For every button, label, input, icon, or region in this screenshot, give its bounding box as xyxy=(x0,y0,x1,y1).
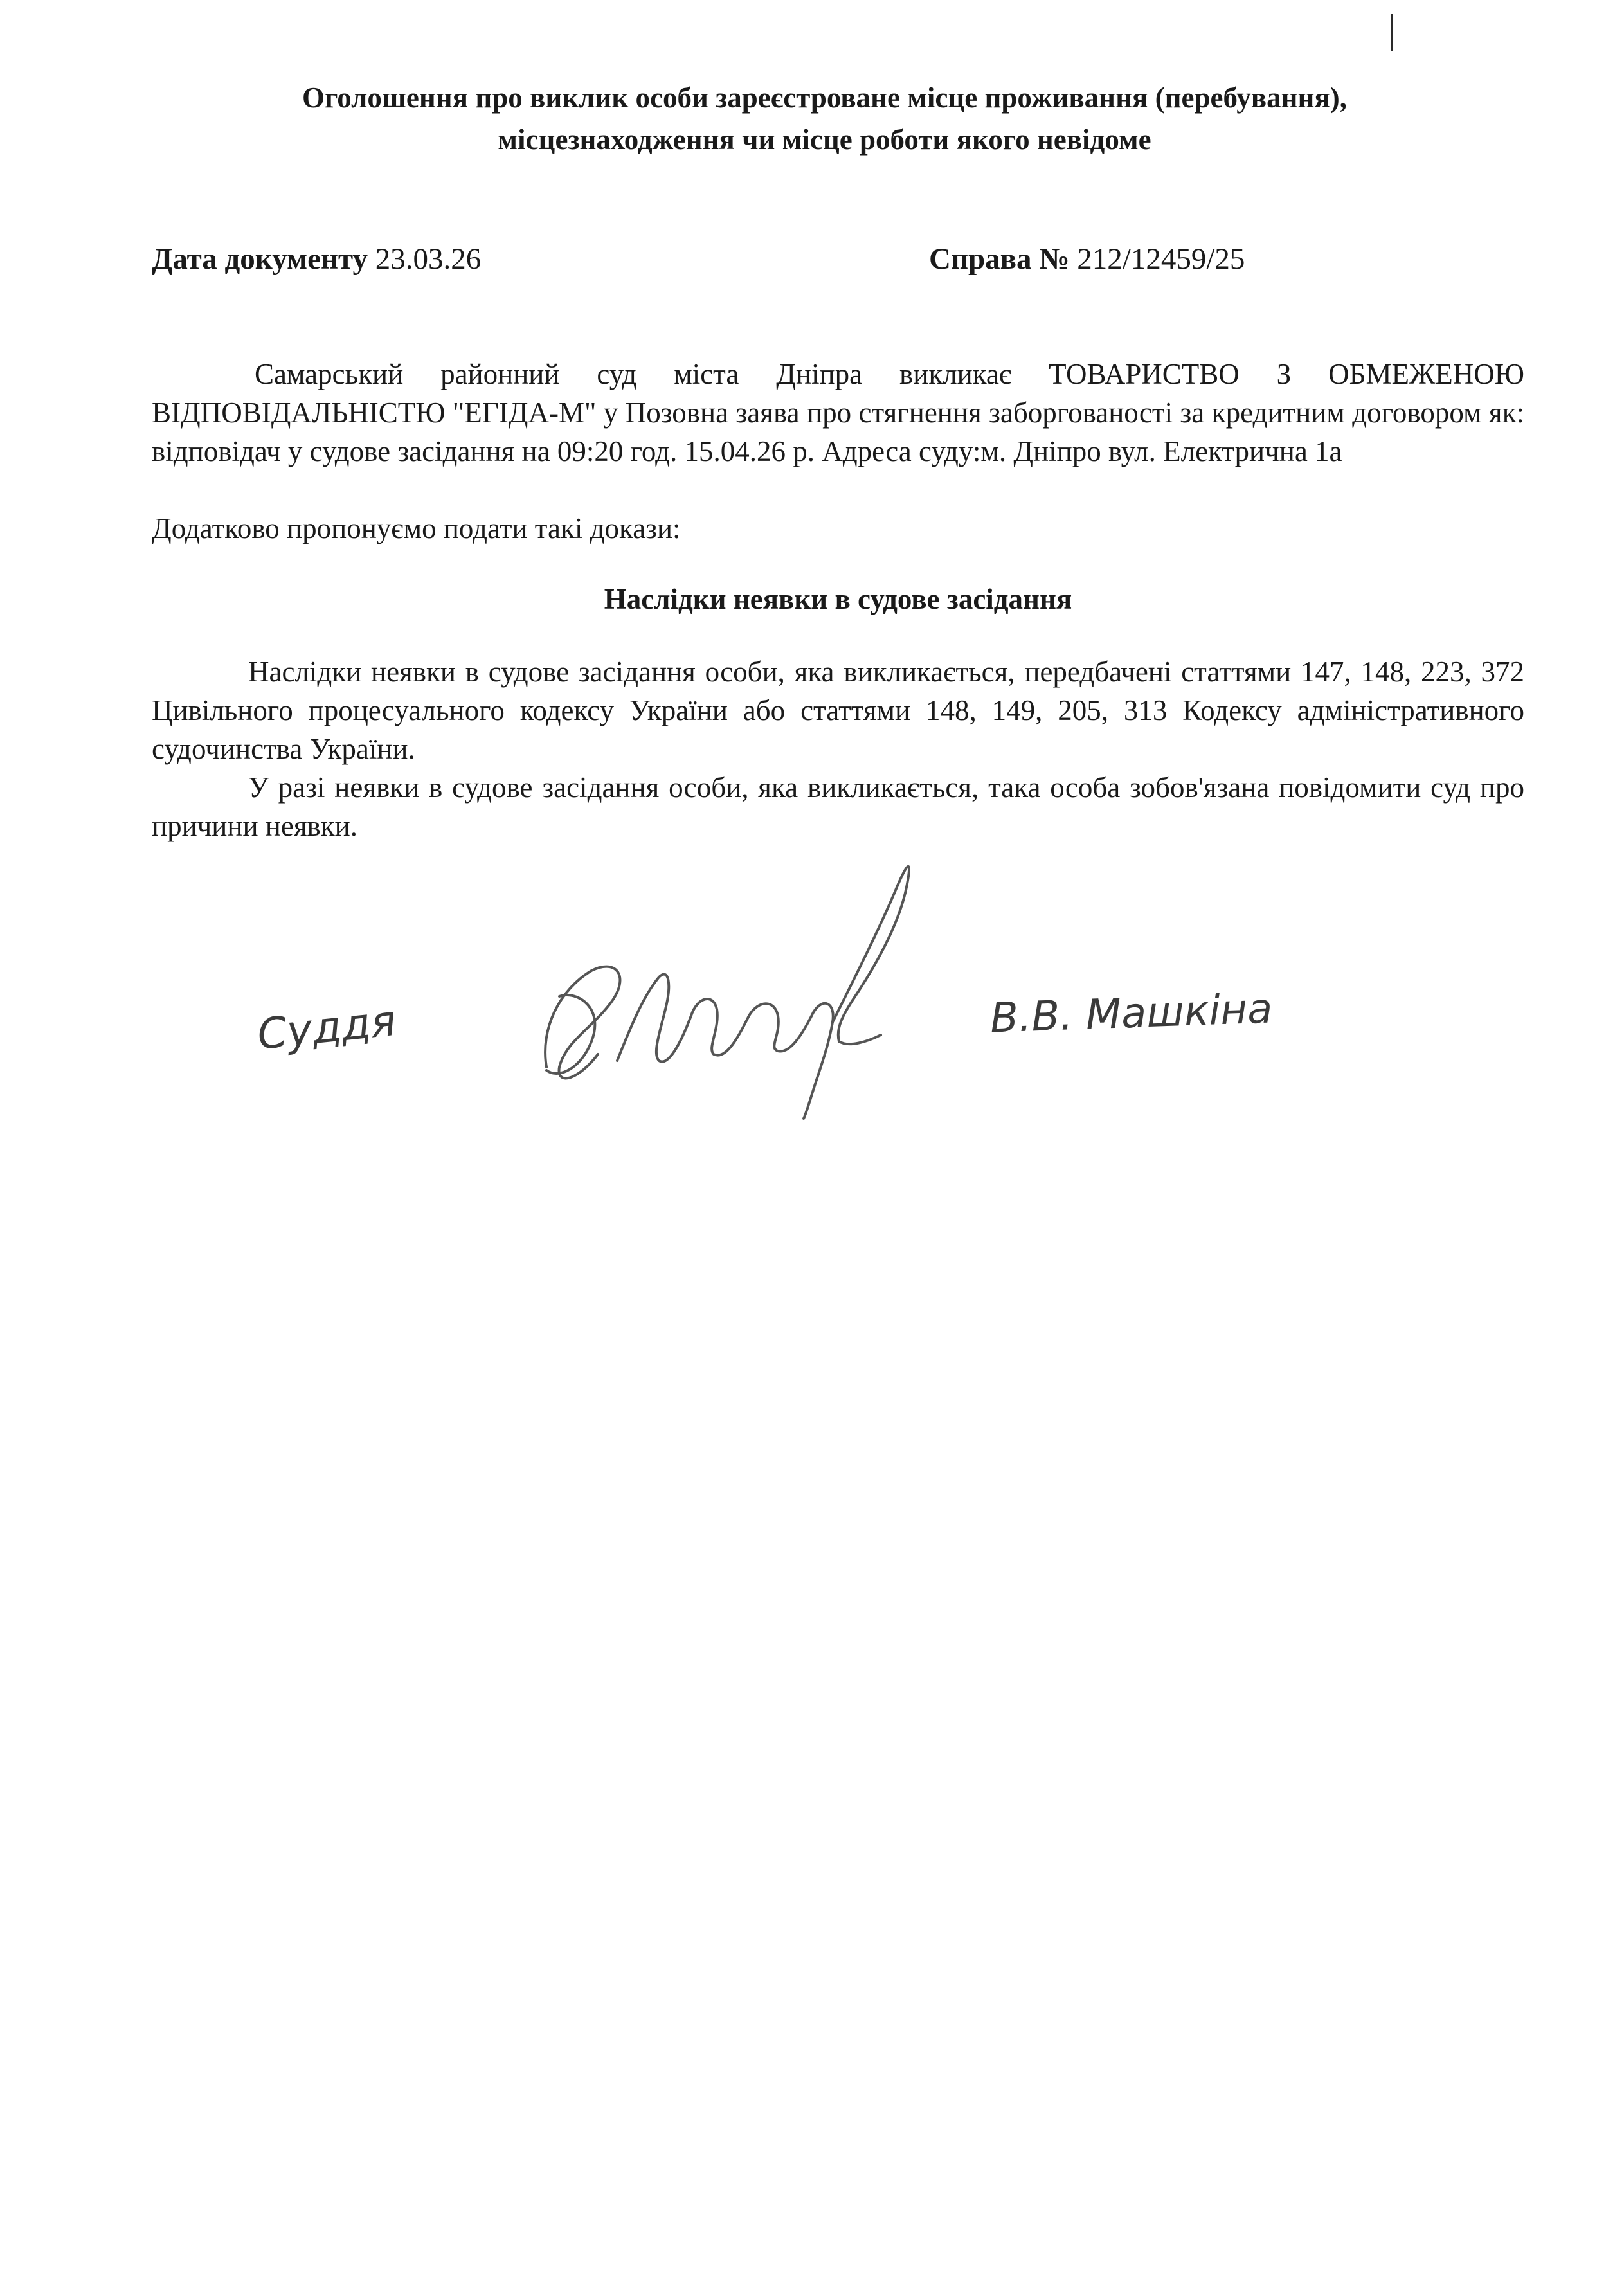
evidence-paragraph: Додатково пропонуємо подати такі докази: xyxy=(152,512,681,544)
summons-paragraph: Самарський районний суд міста Дніпра викликає ТОВАРИСТВО З ОБМЕЖЕНОЮ ВІДПОВІДАЛЬНІСТЮ "ЕГІДА-М" у Позовна заява про стягнення заборгованості за кредитним договором як: відповідач у судове засідання на 09:20 год. 15.04.26 р. Адреса суду:м. Дніпро вул. Електрична 1а xyxy=(152,358,1524,467)
title-line-2: місцезнаходження чи місце роботи якого невідоме xyxy=(498,123,1151,156)
case-number xyxy=(929,240,1245,278)
judge-role-label: Суддя xyxy=(255,995,399,1060)
date-label: Дата документу xyxy=(152,242,368,276)
signature-block xyxy=(244,849,1466,1144)
date-value: 23.03.26 xyxy=(375,242,482,276)
scan-edge-mark xyxy=(1391,14,1393,51)
consequences-paragraph: Наслідки неявки в судове засідання особи, яка викликається, передбачені статтями 147, 148, 223, 372 Цивільного процесуального кодексу України або статтями 148, 149, 205, 313 Кодексу адміністративного судочинства України. xyxy=(152,656,1524,765)
case-label: Справа № xyxy=(929,242,1070,276)
handwritten-signature xyxy=(521,849,984,1131)
judge-name: В.В. Машкіна xyxy=(989,985,1274,1043)
document-title xyxy=(154,77,1495,161)
consequences-heading: Наслідки неявки в судове засідання xyxy=(604,583,1072,615)
obligation-paragraph: У разі неявки в судове засідання особи, яка викликається, така особа зобов'язана повідомити суд про причини неявки. xyxy=(152,771,1524,842)
title-line-1: Оголошення про виклик особи зареєстроване місце проживання (перебування), xyxy=(302,82,1348,114)
document-date xyxy=(152,240,481,278)
case-value: 212/12459/25 xyxy=(1077,242,1245,276)
